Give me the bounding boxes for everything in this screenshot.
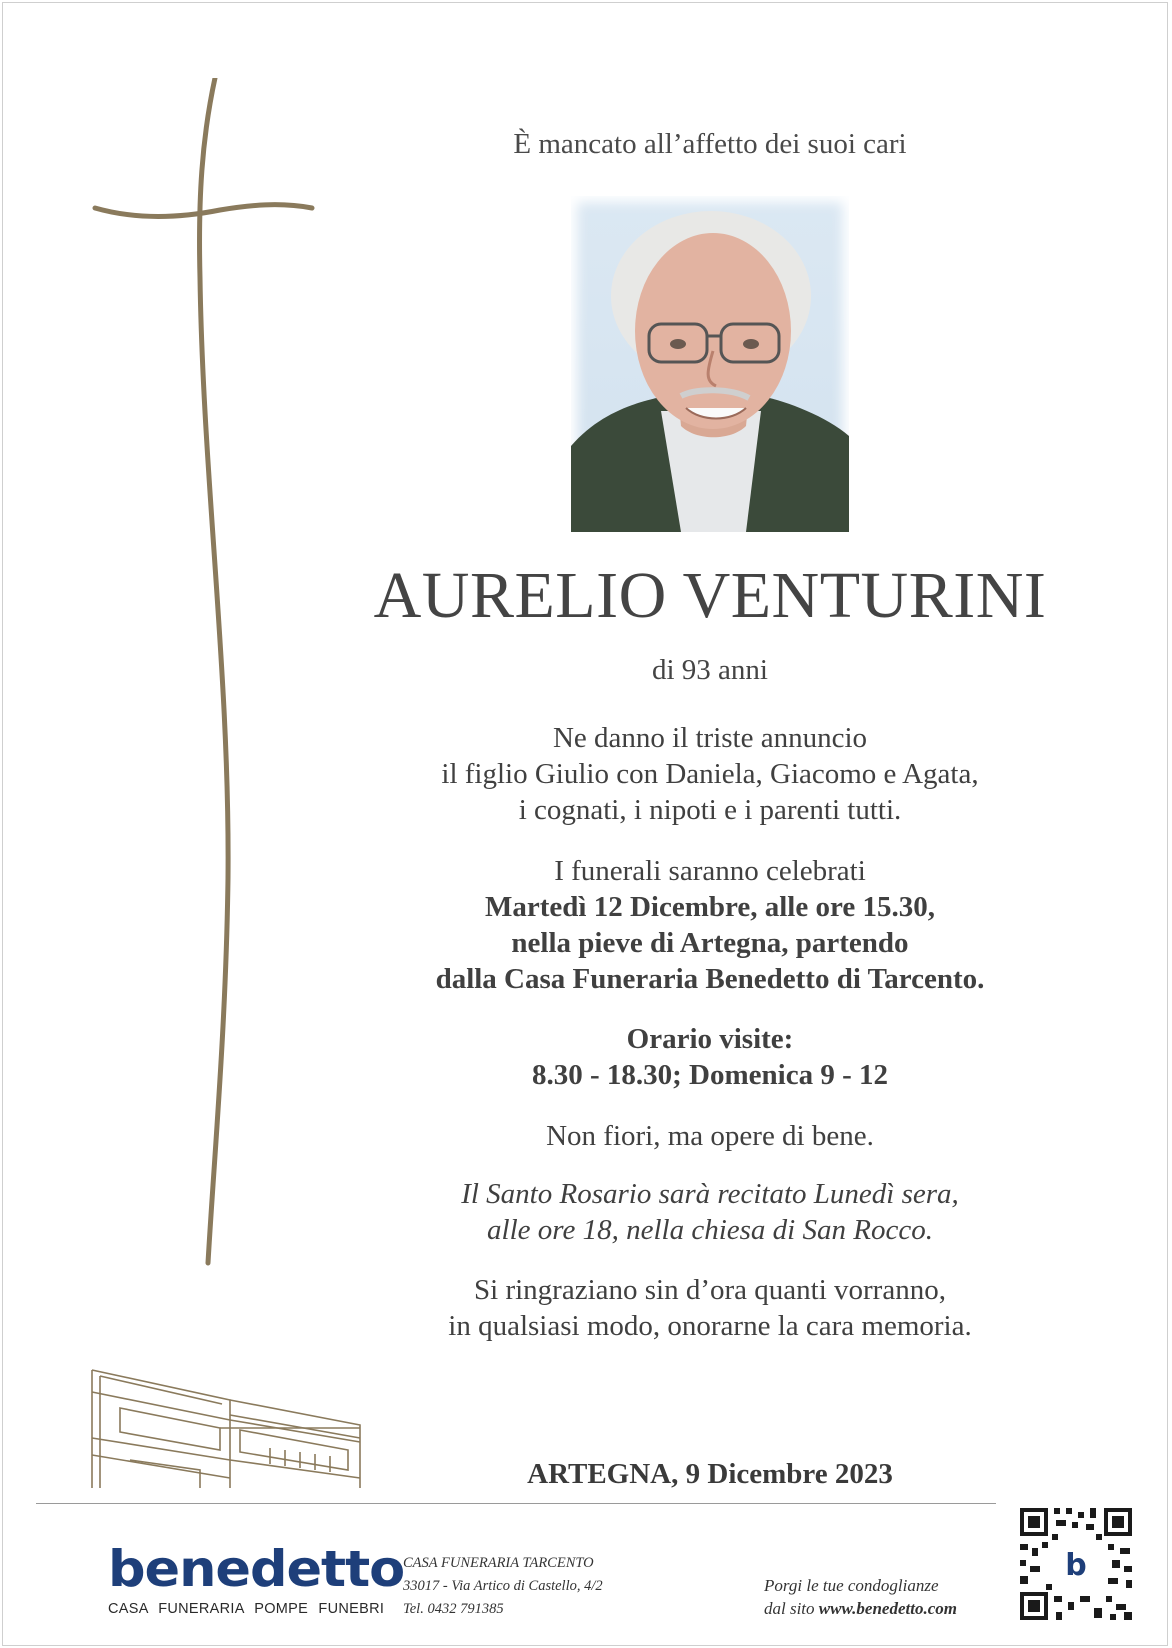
benedetto-logo	[108, 1540, 405, 1617]
flowers-note: Non fiori, ma opere di bene.	[546, 1120, 874, 1152]
funeral-detail: Martedì 12 Dicembre, alle ore 15.30,	[485, 891, 935, 923]
website-link[interactable]: www.benedetto.com	[818, 1599, 957, 1618]
visits-hours: 8.30 - 18.30; Domenica 9 - 12	[531, 1059, 888, 1091]
visits-label: Orario visite:	[626, 1023, 794, 1055]
intro-text: È mancato all’affetto dei suoi cari	[513, 128, 907, 160]
thanks-line: Si ringraziano sin d’ora quanti vorranno,	[474, 1274, 946, 1306]
visits-block	[350, 1021, 1070, 1093]
divider	[36, 1503, 996, 1504]
deceased-name: AURELIO VENTURINI	[373, 559, 1047, 632]
building-icon	[30, 1360, 390, 1490]
condolences-line-2	[764, 1597, 957, 1620]
thanks-line: in qualsiasi modo, onorarne la cara memoria.	[448, 1310, 972, 1342]
funeral-detail: nella pieve di Artegna, partendo	[511, 927, 909, 959]
announcement-line: i cognati, i nipoti e i parenti tutti.	[518, 794, 902, 826]
qr-center-letter: b	[1065, 1548, 1087, 1583]
cross-icon	[90, 78, 320, 1268]
thanks-block	[350, 1272, 1070, 1344]
funeral-detail: dalla Casa Funeraria Benedetto di Tarcento.	[435, 963, 985, 995]
place-date: ARTEGNA, 9 Dicembre 2023	[527, 1458, 893, 1490]
logo-subtitle: CASA FUNERARIA POMPE FUNEBRI	[108, 1601, 385, 1617]
funeral-block	[350, 853, 1070, 997]
announcement-line: il figlio Giulio con Daniela, Giacomo e Agata,	[441, 758, 979, 790]
condolences-prefix: dal sito	[764, 1599, 819, 1618]
logo-wordmark: benedetto	[108, 1540, 405, 1598]
condolences-line: Porgi le tue condoglianze	[764, 1576, 939, 1595]
qr-code[interactable]	[1016, 1504, 1136, 1624]
funeral-intro: I funerali saranno celebrati	[554, 855, 866, 887]
rosary-line: Il Santo Rosario sarà recitato Lunedì sera,	[461, 1178, 959, 1210]
address-line: CASA FUNERARIA TARCENTO	[403, 1555, 594, 1571]
rosary-block	[350, 1176, 1070, 1248]
age-text: di 93 anni	[652, 654, 768, 686]
address-line: Tel. 0432 791385	[403, 1601, 504, 1617]
rosary-line: alle ore 18, nella chiesa di San Rocco.	[487, 1214, 933, 1246]
announcement-block	[350, 720, 1070, 828]
address-block	[403, 1552, 603, 1621]
announcement-line: Ne danno il triste annuncio	[552, 722, 868, 754]
address-line: 33017 - Via Artico di Castello, 4/2	[403, 1578, 603, 1594]
portrait-photo	[571, 196, 849, 532]
condolences-note	[764, 1574, 957, 1620]
